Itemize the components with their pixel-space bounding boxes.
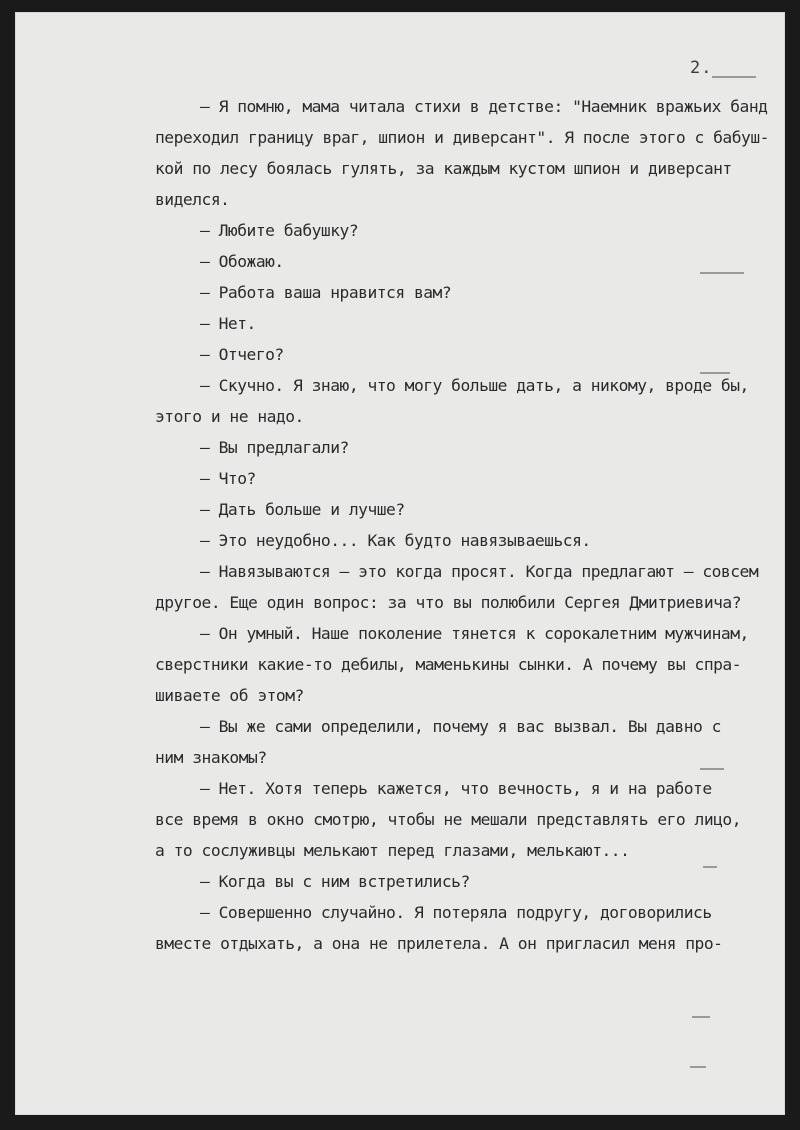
margin-mark: [712, 76, 756, 78]
text-line: – Нет. Хотя теперь кажется, что вечность, я и на работе: [200, 779, 712, 798]
text-line: – Что?: [200, 469, 256, 488]
text-line: вместе отдыхать, а она не прилетела. А он пригласил меня про-: [155, 934, 723, 953]
text-line: ним знакомы?: [155, 748, 267, 767]
text-line: – Когда вы с ним встретились?: [200, 872, 470, 891]
text-line: кой по лесу боялась гулять, за каждым кустом шпион и диверсант: [155, 159, 732, 178]
text-line: – Дать больше и лучше?: [200, 500, 405, 519]
text-line: – Он умный. Наше поколение тянется к сорокалетним мужчинам,: [200, 624, 749, 643]
text-line: – Отчего?: [200, 345, 284, 364]
margin-mark: [692, 1016, 710, 1018]
text-line: – Нет.: [200, 314, 256, 333]
text-line: – Скучно. Я знаю, что могу больше дать, а никому, вроде бы,: [200, 376, 749, 395]
body-text: [155, 91, 785, 959]
text-line: – Это неудобно... Как будто навязываешься.: [200, 531, 591, 550]
text-line: – Совершенно случайно. Я потеряла подругу, договорились: [200, 903, 712, 922]
text-line: – Вы предлагали?: [200, 438, 349, 457]
text-line: другое. Еще один вопрос: за что вы полюбили Сергея Дмитриевича?: [155, 593, 742, 612]
text-line: все время в окно смотрю, чтобы не мешали представлять его лицо,: [155, 810, 742, 829]
text-line: – Любите бабушку?: [200, 221, 359, 240]
text-line: переходил границу враг, шпион и диверсант". Я после этого с бабуш-: [155, 128, 769, 147]
text-line: сверстники какие-то дебилы, маменькины сынки. А почему вы спра-: [155, 655, 742, 674]
text-line: этого и не надо.: [155, 407, 304, 426]
text-line: шиваете об этом?: [155, 686, 304, 705]
page-number: 2.: [690, 58, 713, 78]
margin-mark: [690, 1066, 706, 1068]
text-line: – Вы же сами определили, почему я вас вызвал. Вы давно с: [200, 717, 721, 736]
text-line: виделся.: [155, 190, 230, 209]
text-line: – Навязываются – это когда просят. Когда предлагают – совсем: [200, 562, 759, 581]
text-line: – Обожаю.: [200, 252, 284, 271]
text-line: а то сослуживцы мелькают перед глазами, мелькают...: [155, 841, 630, 860]
text-line: – Я помню, мама читала стихи в детстве: "Наемник вражьих банд: [200, 97, 768, 116]
text-line: – Работа ваша нравится вам?: [200, 283, 452, 302]
